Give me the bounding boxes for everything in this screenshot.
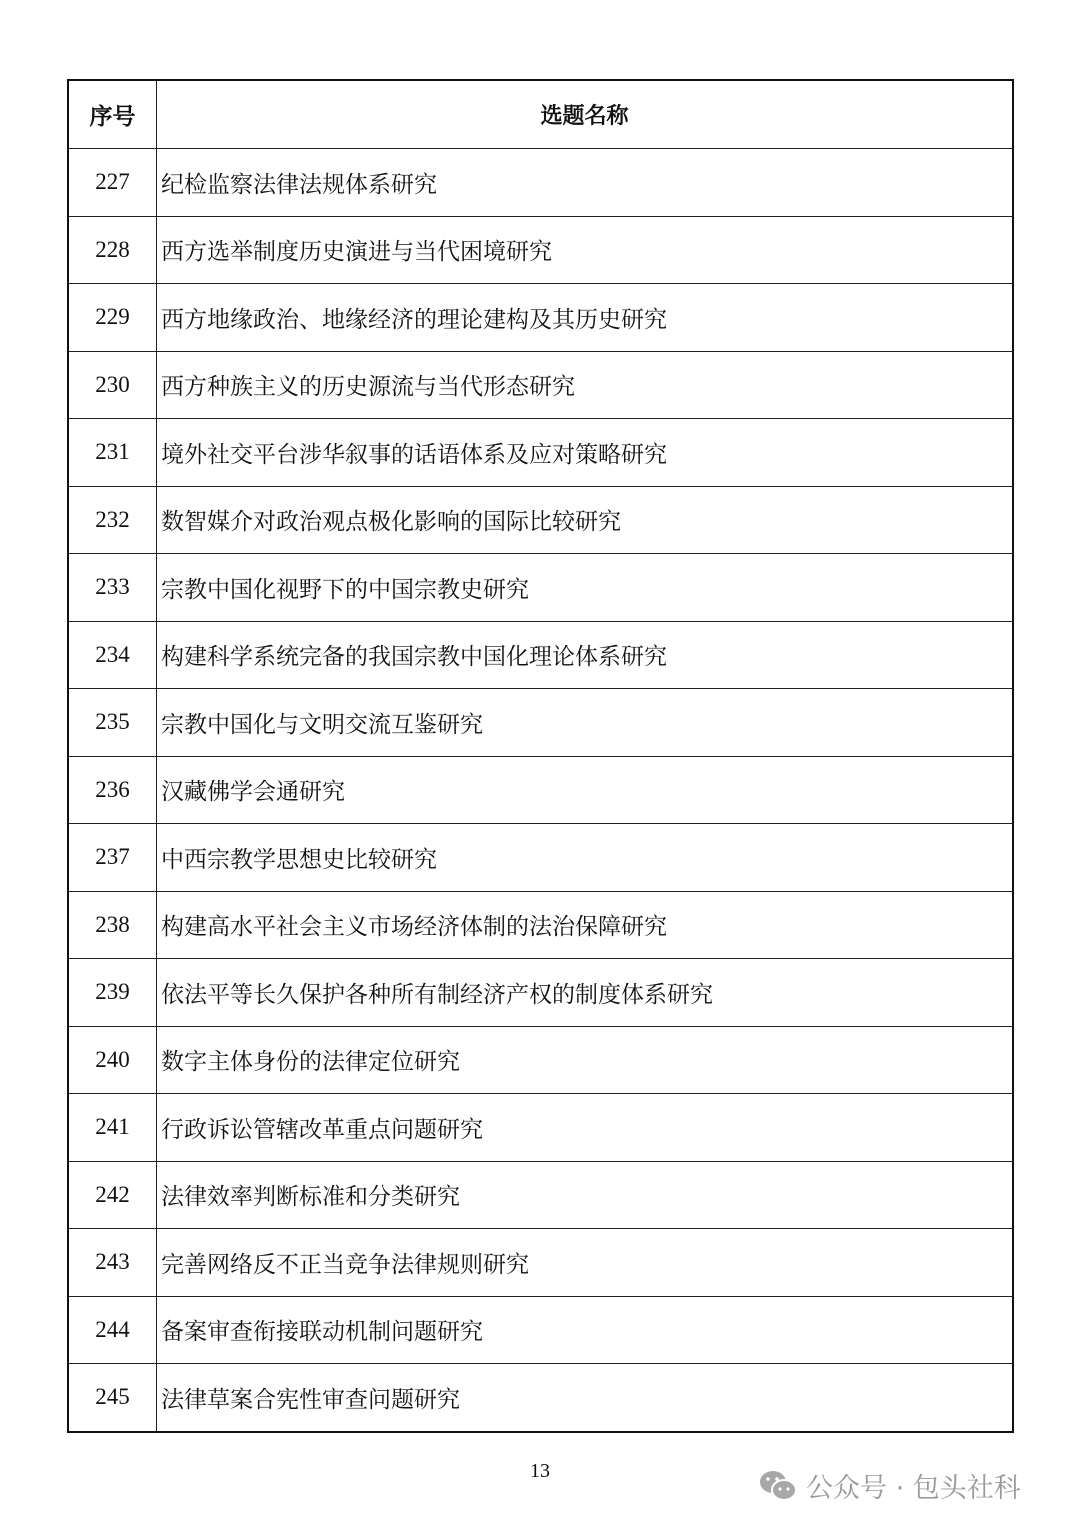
- row-number: 240: [68, 1026, 157, 1094]
- row-title: 西方种族主义的历史源流与当代形态研究: [157, 351, 1014, 419]
- topics-table: [67, 79, 1014, 1433]
- page-number: 13: [530, 1460, 550, 1482]
- table-header-row: [68, 80, 1013, 149]
- row-title: 完善网络反不正当竞争法律规则研究: [157, 1229, 1014, 1297]
- table-row: [68, 419, 1013, 487]
- table-row: [68, 1094, 1013, 1162]
- row-number: 231: [68, 419, 157, 487]
- row-title: 数智媒介对政治观点极化影响的国际比较研究: [157, 486, 1014, 554]
- table-row: [68, 824, 1013, 892]
- row-title: 汉藏佛学会通研究: [157, 756, 1014, 824]
- table-row: [68, 1364, 1013, 1432]
- row-title: 西方地缘政治、地缘经济的理论建构及其历史研究: [157, 284, 1014, 352]
- row-number: 227: [68, 149, 157, 217]
- wechat-icon: [758, 1469, 798, 1503]
- table-row: [68, 1026, 1013, 1094]
- row-title: 依法平等长久保护各种所有制经济产权的制度体系研究: [157, 959, 1014, 1027]
- row-number: 232: [68, 486, 157, 554]
- row-number: 233: [68, 554, 157, 622]
- table-row: [68, 756, 1013, 824]
- row-title: 备案审查衔接联动机制问题研究: [157, 1296, 1014, 1364]
- row-number: 236: [68, 756, 157, 824]
- row-number: 234: [68, 621, 157, 689]
- row-number: 230: [68, 351, 157, 419]
- watermark: [758, 1466, 1021, 1505]
- row-number: 235: [68, 689, 157, 757]
- row-number: 238: [68, 891, 157, 959]
- row-number: 241: [68, 1094, 157, 1162]
- watermark-text: 公众号 · 包头社科: [806, 1473, 1021, 1504]
- table-row: [68, 621, 1013, 689]
- row-number: 237: [68, 824, 157, 892]
- row-title: 境外社交平台涉华叙事的话语体系及应对策略研究: [157, 419, 1014, 487]
- table-row: [68, 959, 1013, 1027]
- row-number: 242: [68, 1161, 157, 1229]
- table-row: [68, 1229, 1013, 1297]
- row-number: 244: [68, 1296, 157, 1364]
- row-title: 构建高水平社会主义市场经济体制的法治保障研究: [157, 891, 1014, 959]
- row-title: 西方选举制度历史演进与当代困境研究: [157, 216, 1014, 284]
- row-title: 宗教中国化与文明交流互鉴研究: [157, 689, 1014, 757]
- row-number: 239: [68, 959, 157, 1027]
- table-row: [68, 689, 1013, 757]
- row-number: 245: [68, 1364, 157, 1432]
- row-title: 构建科学系统完备的我国宗教中国化理论体系研究: [157, 621, 1014, 689]
- table-row: [68, 891, 1013, 959]
- table-row: [68, 486, 1013, 554]
- table-row: [68, 284, 1013, 352]
- row-number: 243: [68, 1229, 157, 1297]
- table-row: [68, 149, 1013, 217]
- table-row: [68, 554, 1013, 622]
- table-row: [68, 1161, 1013, 1229]
- row-title: 纪检监察法律法规体系研究: [157, 149, 1014, 217]
- row-number: 229: [68, 284, 157, 352]
- header-number: 序号: [68, 80, 157, 149]
- row-title: 行政诉讼管辖改革重点问题研究: [157, 1094, 1014, 1162]
- table-row: [68, 1296, 1013, 1364]
- row-title: 法律效率判断标准和分类研究: [157, 1161, 1014, 1229]
- table-row: [68, 216, 1013, 284]
- row-title: 宗教中国化视野下的中国宗教史研究: [157, 554, 1014, 622]
- table-row: [68, 351, 1013, 419]
- row-title: 中西宗教学思想史比较研究: [157, 824, 1014, 892]
- row-number: 228: [68, 216, 157, 284]
- row-title: 法律草案合宪性审查问题研究: [157, 1364, 1014, 1432]
- row-title: 数字主体身份的法律定位研究: [157, 1026, 1014, 1094]
- header-title: 选题名称: [157, 80, 1014, 149]
